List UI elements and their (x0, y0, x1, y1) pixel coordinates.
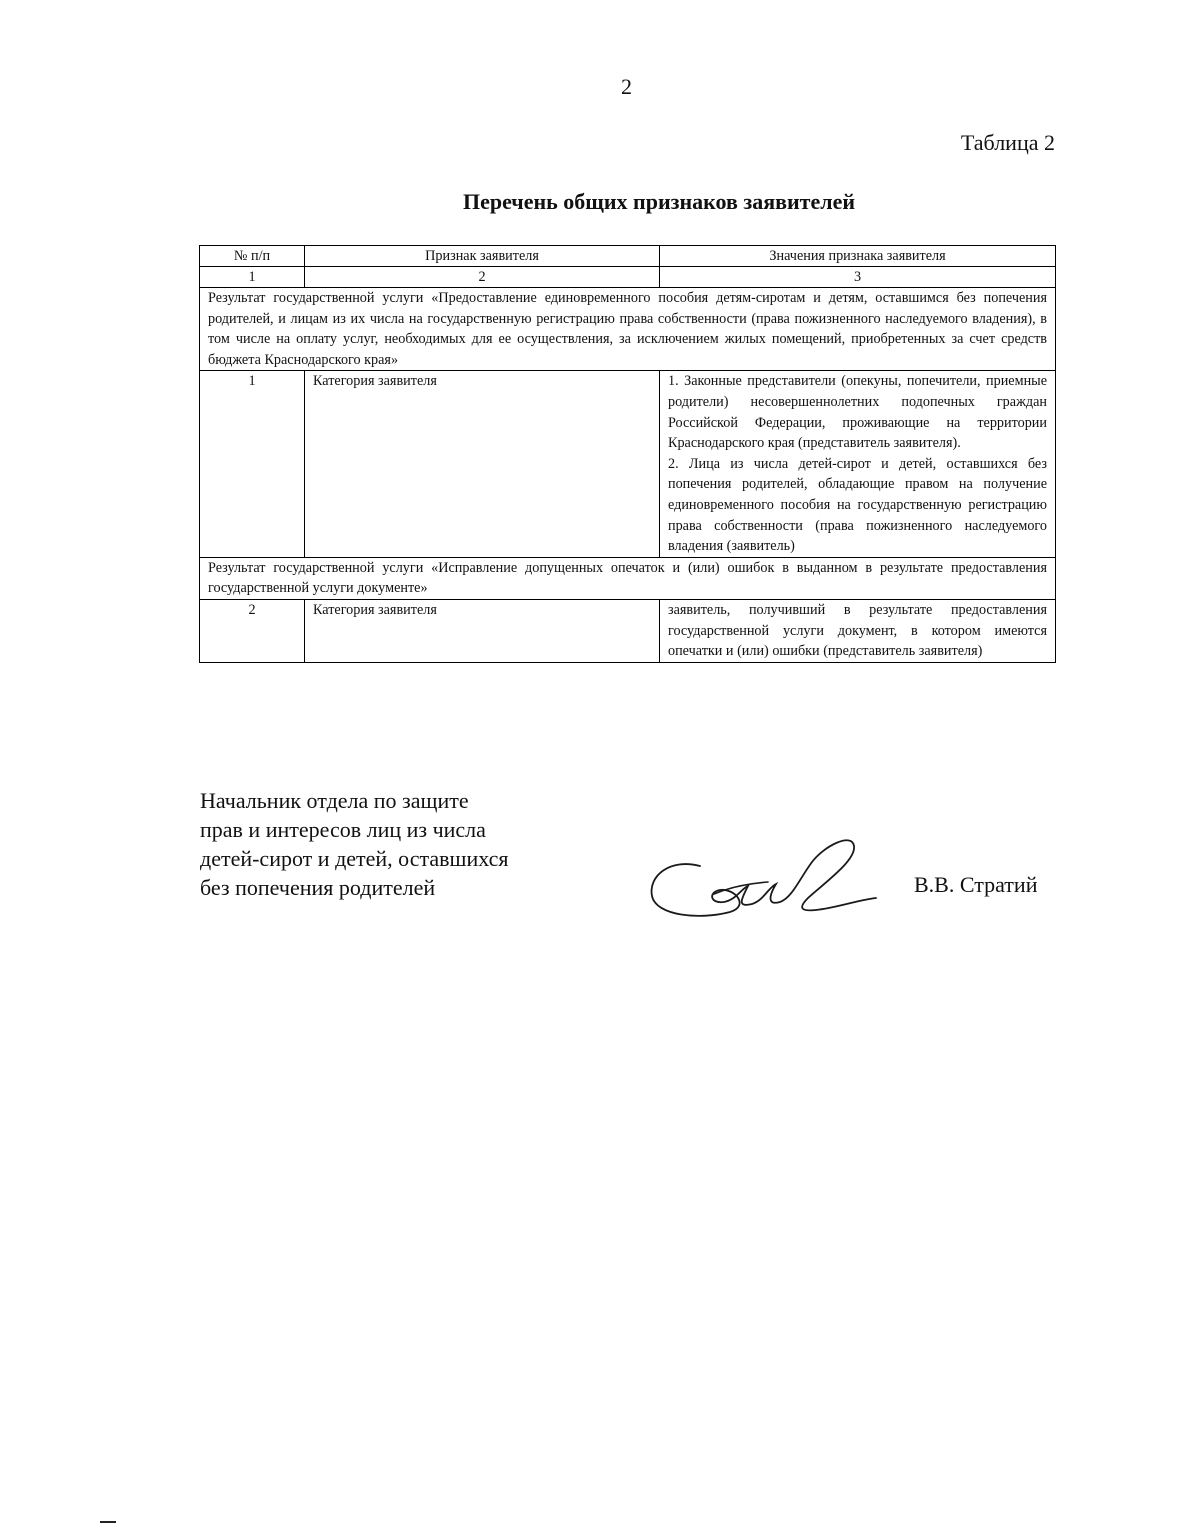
page-number: 2 (621, 74, 632, 99)
row-value (660, 371, 1056, 557)
document-title: Перечень общих признаков заявителей (462, 189, 856, 214)
row-value-item: 2. Лица из числа детей-сирот и детей, оставшихся без попечения родителей, обладающие правом на получение единовременного пособия на государственную регистрацию права собственности (права пожизненного наследуемого владения (заявитель) (668, 455, 1047, 555)
signatory-position-line: детей-сирот и детей, оставшихся (200, 846, 509, 871)
row-value-item: заявитель, получивший в результате предоставления государственной услуги документ, в котором имеются опечатки и (или) ошибки (представитель заявителя) (668, 601, 1047, 660)
header-attribute: Признак заявителя (305, 246, 660, 267)
row-value-item: 1. Законные представители (опекуны, попечители, приемные родители) несовершеннолетних подопечных граждан Российской Федерации, проживающие на территории Краснодарского края (представитель заявителя). (668, 373, 1047, 452)
row-attribute: Категория заявителя (305, 599, 660, 662)
handwritten-signature (640, 828, 880, 928)
row-number: 1 (200, 371, 305, 557)
table-row (200, 599, 1056, 662)
column-number-1: 1 (200, 267, 305, 288)
row-number: 2 (200, 599, 305, 662)
section-result-row (200, 557, 1056, 599)
signatory-position-line: без попечения родителей (200, 875, 436, 900)
signatory-name: В.В. Стратий (914, 872, 1038, 897)
applicant-attributes-table (199, 245, 1056, 663)
section-result-text: Результат государственной услуги «Исправление допущенных опечаток и (или) ошибок в выданном в результате предоставления государственной услуги документе» (200, 557, 1056, 599)
signatory-position (200, 786, 580, 902)
section-result-row (200, 288, 1056, 371)
table-row (200, 371, 1056, 557)
header-number: № п/п (200, 246, 305, 267)
column-number-2: 2 (305, 267, 660, 288)
signatory-position-line: прав и интересов лиц из числа (200, 817, 486, 842)
signatory-position-line: Начальник отдела по защите (200, 788, 469, 813)
section-result-text: Результат государственной услуги «Предоставление единовременного пособия детям-сиротам и детям, оставшимся без попечения родителей, и лицам из их числа на государственную регистрацию права собственности (права пожизненного наследуемого владения), в том числе на оплату услуг, необходимых для ее осуществления, за исключением жилых помещений, приобретенных за счет средств бюджета Краснодарского края» (200, 288, 1056, 371)
row-value (660, 599, 1056, 662)
column-numbers-row (200, 267, 1056, 288)
header-value: Значения признака заявителя (660, 246, 1056, 267)
table-label: Таблица 2 (960, 130, 1055, 155)
column-number-3: 3 (660, 267, 1056, 288)
row-attribute: Категория заявителя (305, 371, 660, 557)
table-header-row (200, 246, 1056, 267)
page-margin-mark (100, 1521, 116, 1523)
